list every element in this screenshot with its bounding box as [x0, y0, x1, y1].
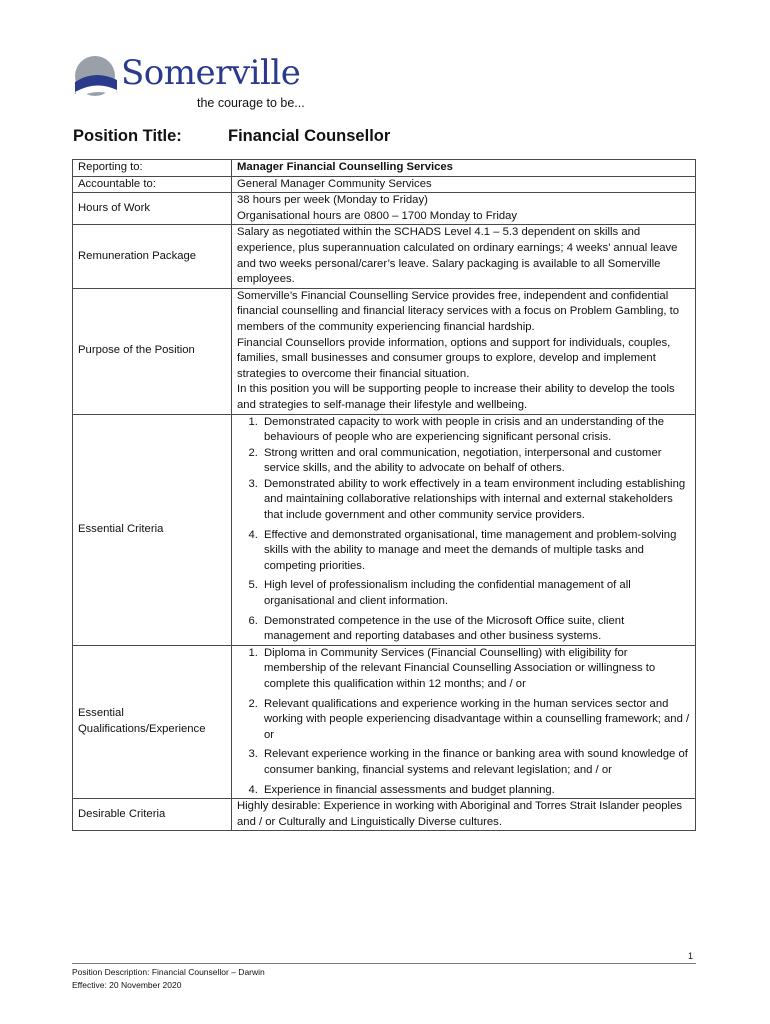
reporting-value: Manager Financial Counselling Services: [232, 160, 696, 177]
somerville-logo: [72, 52, 332, 114]
list-item: 6. Demonstrated competence in the use of the Microsoft Office suite, client management and reporting databases and other business systems.: [261, 614, 691, 645]
table-row: [73, 176, 696, 193]
list-item: 3. Demonstrated ability to work effectively in a team environment including establishing and maintaining collaborative relationships with internal and external stakeholders that include government and other community service providers.: [261, 477, 691, 524]
table-row: [73, 645, 696, 798]
desirable-criteria-label: Desirable Criteria: [73, 799, 232, 831]
essential-criteria-value: [232, 414, 696, 645]
position-details-table: [72, 159, 696, 831]
logo-mark-icon: [72, 54, 122, 104]
footer-divider: [72, 963, 696, 964]
list-item: 1. Demonstrated capacity to work with people in crisis and an understanding of the behaviours of people who are experiencing significant personal crisis.: [261, 415, 691, 446]
list-item: 5. High level of professionalism including the confidential management of all organisational and client information.: [261, 578, 691, 609]
purpose-label: Purpose of the Position: [73, 288, 232, 414]
hours-line-1: 38 hours per week (Monday to Friday): [237, 194, 428, 207]
table-row: [73, 225, 696, 288]
footer-effective-date: Effective: 20 November 2020: [72, 980, 182, 990]
list-item: 2. Strong written and oral communication, negotiation, interpersonal and customer service skills, and the ability to advocate on behalf of others.: [261, 446, 691, 477]
qualifications-label: [73, 645, 232, 798]
table-row: [73, 288, 696, 414]
table-row: [73, 193, 696, 225]
remuneration-value: Salary as negotiated within the SCHADS Level 4.1 – 5.3 dependent on skills and experience, plus superannuation calculated on ordinary earnings; 4 weeks’ annual leave and two weeks personal/carer’s leave. Salary packaging is available to all Somerville employees.: [232, 225, 696, 288]
purpose-paragraph-3: In this position you will be supporting people to increase their ability to develop the tools and strategies to self-manage their lifestyle and wellbeing.: [237, 383, 675, 411]
logo-wordmark: Somerville: [121, 53, 301, 93]
qualifications-label-line-2: Qualifications/Experience: [78, 722, 206, 735]
essential-criteria-label: Essential Criteria: [73, 414, 232, 645]
hours-label: Hours of Work: [73, 193, 232, 225]
table-row: [73, 160, 696, 177]
list-item: 4. Effective and demonstrated organisational, time management and problem-solving skills with the ability to manage and meet the demands of multiple tasks and competing priorities.: [261, 528, 691, 575]
purpose-value: [232, 288, 696, 414]
remuneration-label: Remuneration Package: [73, 225, 232, 288]
purpose-paragraph-1: Somerville’s Financial Counselling Service provides free, independent and confidential financial counselling and financial literacy services with a focus on Problem Gambling, to members of the community experiencing financial hardship.: [237, 289, 680, 333]
table-row: [73, 414, 696, 645]
position-title-value: Financial Counsellor: [228, 127, 391, 145]
hours-value: [232, 193, 696, 225]
accountable-label: Accountable to:: [73, 176, 232, 193]
desirable-criteria-value: Highly desirable: Experience in working with Aboriginal and Torres Strait Islander peoples and / or Culturally and Linguistically Diverse cultures.: [232, 799, 696, 831]
footer-document-title: Position Description: Financial Counsellor – Darwin: [72, 967, 265, 977]
qualifications-list: [237, 646, 691, 798]
list-item: 1. Diploma in Community Services (Financial Counselling) with eligibility for membership of the relevant Financial Counselling Association or willingness to complete this qualification within 12 months; and / or: [261, 646, 691, 693]
position-title-label: Position Title:: [73, 127, 182, 145]
qualifications-label-line-1: Essential: [78, 707, 124, 720]
hours-line-2: Organisational hours are 0800 – 1700 Monday to Friday: [237, 209, 518, 222]
purpose-paragraph-2: Financial Counsellors provide information, options and support for individuals, couples, families, small businesses and consumer groups to explore, develop and implement strategies to overcome their financial situation.: [237, 336, 671, 380]
page-number: 1: [688, 951, 694, 961]
accountable-value: General Manager Community Services: [232, 176, 696, 193]
qualifications-value: [232, 645, 696, 798]
list-item: 4. Experience in financial assessments and budget planning.: [261, 783, 691, 799]
essential-criteria-list: [237, 415, 691, 645]
reporting-label: Reporting to:: [73, 160, 232, 177]
list-item: 3. Relevant experience working in the finance or banking area with sound knowledge of consumer banking, financial systems and relevant legislation; and / or: [261, 747, 691, 778]
table-row: [73, 799, 696, 831]
logo-tagline: the courage to be...: [197, 96, 305, 110]
list-item: 2. Relevant qualifications and experience working in the human services sector and working with people experiencing disadvantage within a counselling framework; and / or: [261, 697, 691, 744]
